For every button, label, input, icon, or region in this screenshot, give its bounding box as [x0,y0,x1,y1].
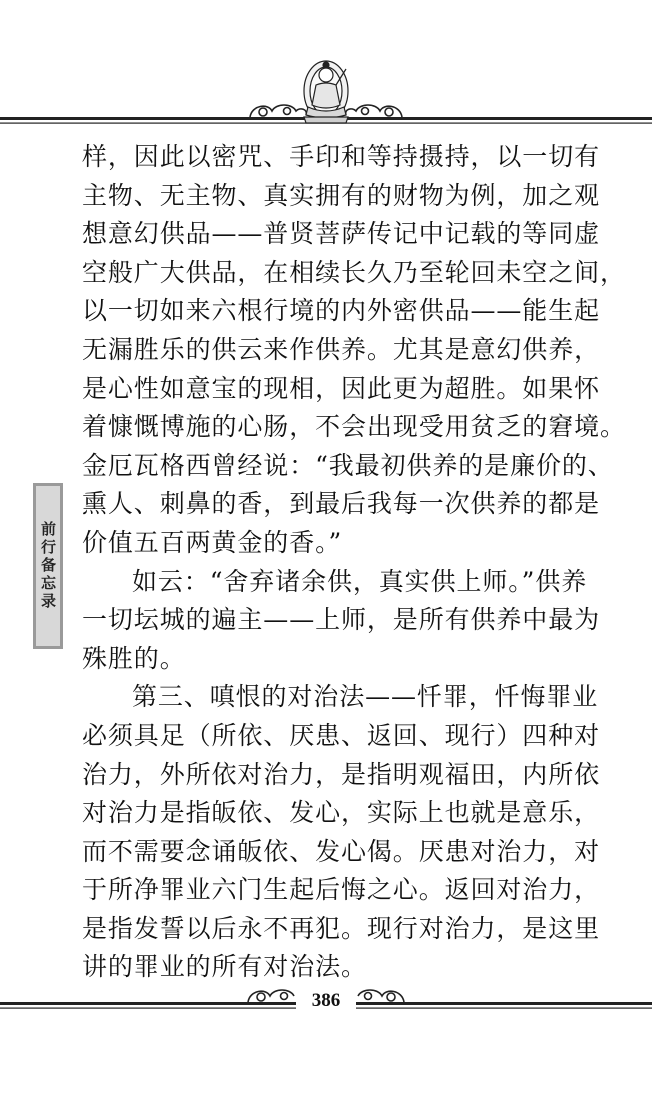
text-line: 金厄瓦格西曾经说：“我最初供养的是廉价的、 [82,450,614,480]
text-line: 对治力是指皈依、发心，实际上也就是意乐， [82,798,601,828]
text-line: 熏人、刺鼻的香，到最后我每一次供养的都是 [82,489,601,519]
text-line: 殊胜的。 [82,643,186,673]
running-head-tab [33,483,63,649]
text-body [82,138,634,987]
paragraph-first-line: 如云：“舍弃诸余供，真实供上师。”供养 [132,566,588,596]
text-line: 着慷慨博施的心肠，不会出现受用贫乏的窘境。 [82,412,626,442]
text-line: 于所净罪业六门生起后悔之心。返回对治力， [82,875,601,905]
running-head-text: 前行备忘录 [39,521,57,611]
left-cloud-scroll-icon [250,105,306,117]
text-line: 以一切如来六根行境的内外密供品——能生起 [82,296,601,326]
text-line: 讲的罪业的所有对治法。 [82,952,367,982]
deity-figure-icon [304,61,348,123]
text-line: 是指发誓以后永不再犯。现行对治力，是这里 [82,913,601,943]
text-line: 想意幻供品——普贤菩萨传记中记载的等同虚 [82,219,601,249]
right-cloud-scroll-icon [346,105,402,117]
text-line: 一切坛城的遍主——上师，是所有供养中最为 [82,605,601,635]
text-line: 主物、无主物、真实拥有的财物为例，加之观 [82,180,601,210]
text-line: 空般广大供品，在相续长久乃至轮回未空之间， [82,257,626,287]
paragraph-first-line: 第三、嗔恨的对治法——忏罪，忏悔罪业 [132,682,599,712]
header-ornament [0,55,652,135]
text-line: 必须具足（所依、厌患、返回、现行）四种对 [82,720,601,750]
text-line: 治力，外所依对治力，是指明观福田，内所依 [82,759,601,789]
text-line: 无漏胜乐的供云来作供养。尤其是意幻供养， [82,334,601,364]
text-line: 而不需要念诵皈依、发心偈。厌患对治力，对 [82,836,601,866]
text-line: 是心性如意宝的现相，因此更为超胜。如果怀 [82,373,601,403]
page-number: 386 [311,990,341,1011]
text-line: 样，因此以密咒、手印和等持摄持，以一切有 [82,142,601,171]
text-line: 价值五百两黄金的香。” [82,527,343,557]
